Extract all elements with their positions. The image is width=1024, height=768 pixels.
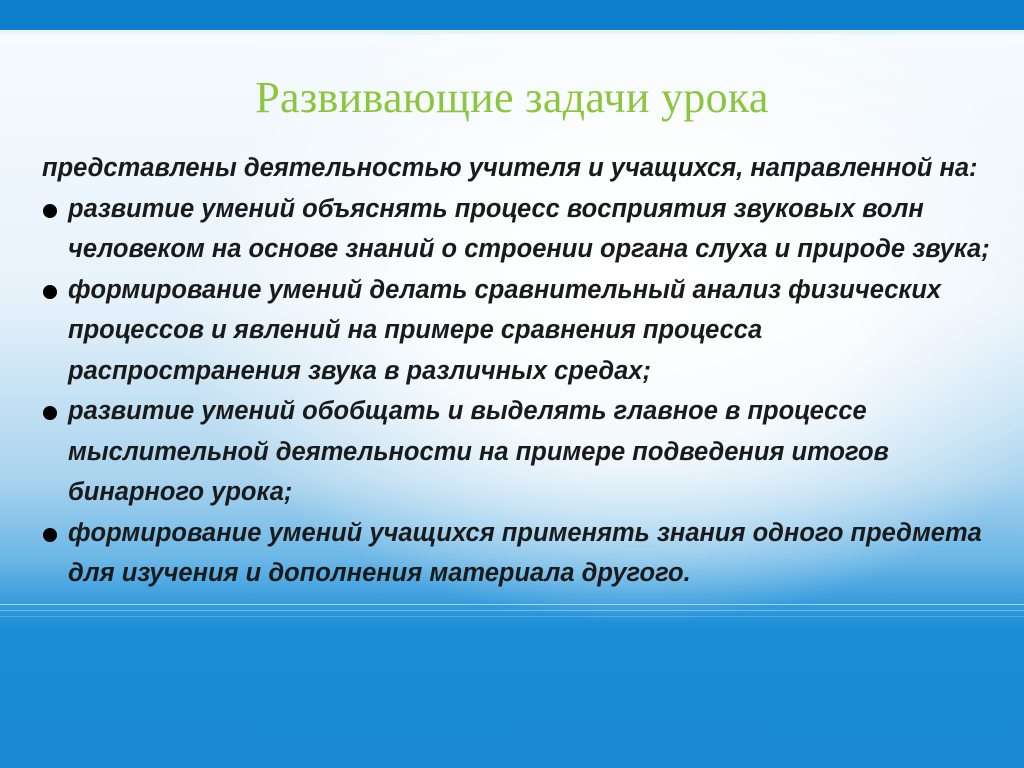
- bullet-icon: [43, 285, 57, 299]
- top-divider: [0, 30, 1024, 33]
- top-bar: [0, 0, 1024, 30]
- bullet-icon: [43, 204, 57, 218]
- list-item: [42, 270, 1002, 392]
- bullet-icon: [43, 528, 57, 542]
- list-item-text: формирование умений учащихся применять знания одного предмета для изучения и дополнения материала другого.: [68, 518, 982, 587]
- bullet-icon: [43, 406, 57, 420]
- list-item: [42, 391, 1002, 513]
- list-item: [42, 513, 1002, 594]
- wave-line: [0, 616, 1024, 617]
- intro-text: представлены деятельностью учителя и учащихся, направленной на:: [42, 154, 978, 182]
- wave-line: [0, 604, 1024, 605]
- list-item-text: формирование умений делать сравнительный анализ физических процессов и явлений на примере сравнения процесса распространения звука в различных средах;: [68, 275, 942, 385]
- list-item-text: развитие умений объяснять процесс восприятия звуковых волн человеком на основе знаний о строении органа слуха и природе звука;: [68, 194, 990, 263]
- slide-body: [42, 148, 1002, 594]
- wave-line: [0, 610, 1024, 611]
- list-item-text: развитие умений обобщать и выделять главное в процессе мыслительной деятельности на примере подведения итогов бинарного урока;: [68, 397, 889, 506]
- slide-title: Развивающие задачи урока: [255, 73, 769, 122]
- list-item: [42, 189, 1002, 270]
